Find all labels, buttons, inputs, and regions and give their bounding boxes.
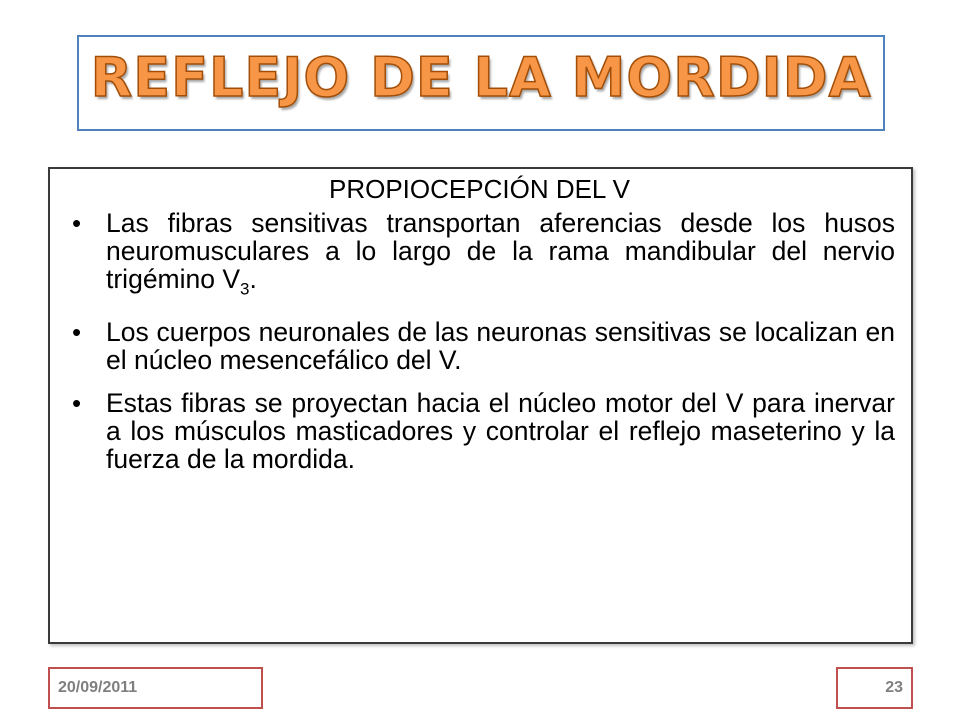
bullet-icon: • xyxy=(72,208,82,238)
footer-date-box xyxy=(48,667,263,709)
bullet-icon: • xyxy=(72,317,82,348)
bullet-icon: • xyxy=(72,388,82,419)
slide-title: REFLEJO DE LA MORDIDA xyxy=(90,45,872,109)
bullet-list xyxy=(64,209,895,473)
bullet-subscript: 3 xyxy=(240,279,250,299)
footer-date: 20/09/2011 xyxy=(58,679,138,696)
footer-page-box xyxy=(836,667,913,709)
bullet-text: Los cuerpos neuronales de las neuronas sensitivas se localizan en el núcleo mesencefálico del V. xyxy=(106,317,895,376)
bullet-item xyxy=(64,318,895,374)
bullet-text: Las fibras sensitivas transportan aferencias desde los husos neuromusculares a lo largo de la rama mandibular del nervio trigémino V xyxy=(106,208,895,294)
page-number: 23 xyxy=(885,679,903,696)
bullet-item xyxy=(64,209,895,303)
slide-subtitle: PROPIOCEPCIÓN DEL V xyxy=(329,174,630,204)
bullet-text: Estas fibras se proyectan hacia el núcleo motor del V para inervar a los músculos masticadores y controlar el reflejo maseterino y la fuerza de la mordida. xyxy=(106,388,895,475)
title-box xyxy=(77,35,885,131)
bullet-suffix: . xyxy=(249,264,257,294)
bullet-item xyxy=(64,389,895,473)
content-box xyxy=(48,167,913,644)
